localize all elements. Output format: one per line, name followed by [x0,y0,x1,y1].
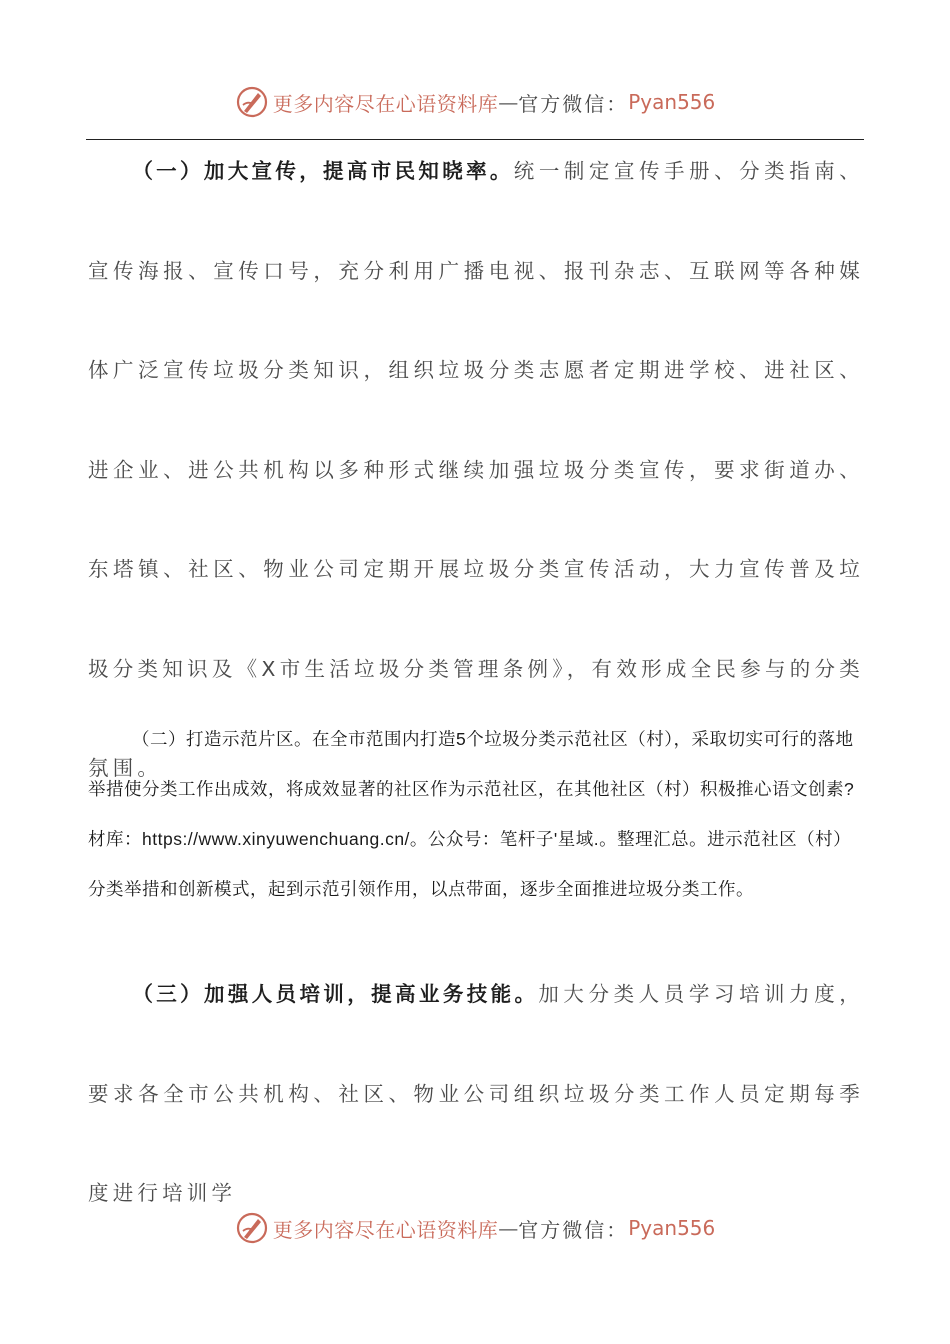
banner-main-text: 更多内容尽在心语资料库 [272,1217,499,1242]
banner-wechat-id: Pyan556 [628,1216,716,1240]
paragraph-heading: （一）加大宣传，提高市民知晓率。 [132,159,514,183]
quill-pen-icon [235,85,269,119]
footer-banner [0,1208,950,1248]
banner-separator: — [498,90,519,114]
banner-separator: — [498,1216,519,1240]
banner-wechat-label: 官方微信： [518,91,629,116]
paragraph-text: （二）打造示范片区。在全市范围内打造5个垃圾分类示范社区（村），采取切实可行的落地举措使分类工作出成效，将成效显著的社区作为示范社区，在其他社区（村）积极推心语文创素?材库：https://www.xinyuwenchuang.cn/。公众号：笔杆子'星域.。整理汇总。进示范社区（村）分类举措和创新模式，起到示范引领作用，以点带面，逐步全面推进垃圾分类工作。 [88,729,855,899]
paragraph-body: 加大分类人员学习培训力度，要求各全市公共机构、社区、物业公司组织垃圾分类工作人员定期每季度进行培训学 [88,982,864,1205]
paragraph-heading: （三）加强人员培训，提高业务技能。 [132,982,539,1006]
banner-wechat-id: Pyan556 [628,90,716,114]
paragraph-demonstration [88,714,864,914]
header-banner [0,82,950,122]
paragraph-body: 统一制定宣传手册、分类指南、宣传海报、宣传口号，充分利用广播电视、报刊杂志、互联网等各种媒体广泛宣传垃圾分类知识，组织垃圾分类志愿者定期进学校、进社区、进企业、进公共机构以多种形式继续加强垃圾分类宣传，要求街道办、东塔镇、社区、物业公司定期开展垃圾分类宣传活动，大力宣传普及垃圾分类知识及《X市生活垃圾分类管理条例》，有效形成全民参与的分类氛围。 [88,159,864,780]
banner-wechat-label: 官方微信： [518,1217,629,1242]
banner-main-text: 更多内容尽在心语资料库 [272,91,499,116]
quill-pen-icon [235,1211,269,1245]
paragraph-training [88,945,864,1244]
